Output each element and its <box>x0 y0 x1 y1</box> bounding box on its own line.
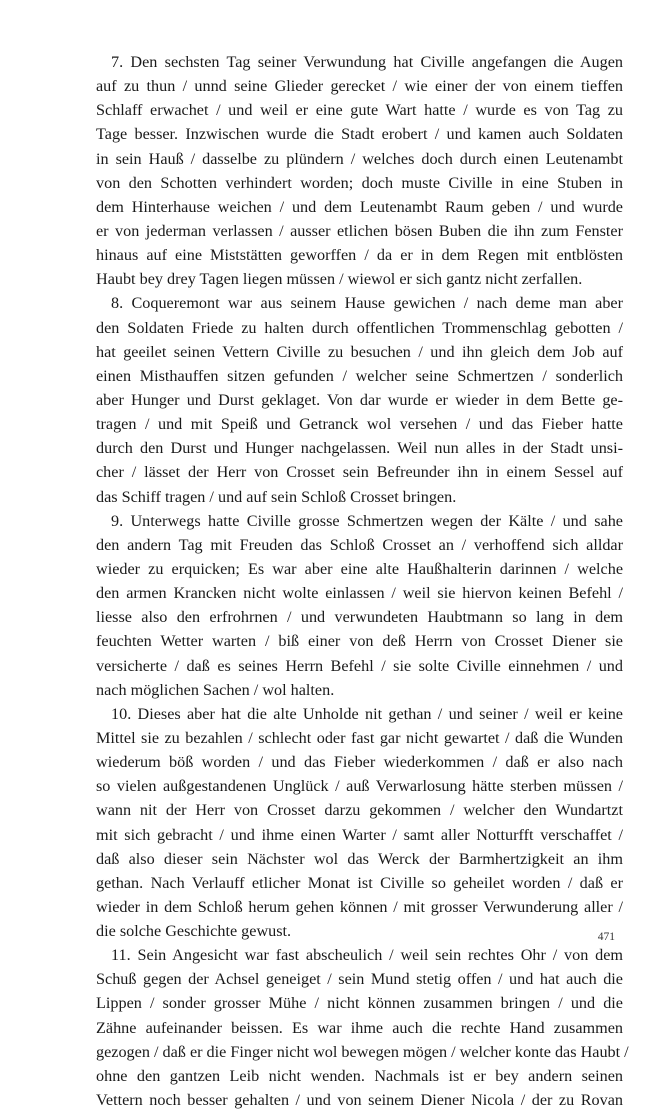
body-text <box>96 50 629 1112</box>
text-line: den Soldaten Friede zu halten durch offentlichen Trommenschlag gebotten / <box>96 318 623 337</box>
text-line: das Schiff tragen / und auf sein Schloß Crosset bringen. <box>96 487 457 506</box>
text-line: den armen Krancken nicht wolte einlassen / weil sie hiervon keinen Befehl / <box>96 584 623 603</box>
text-line: Mittel sie zu bezahlen / schlecht oder fast gar nicht gewartet / daß die Wunden <box>96 728 623 747</box>
text-line: Schlaff erwachet / und weil er eine gute Wart hatte / wurde es von Tag zu <box>96 101 623 120</box>
text-line: Haubt bey drey Tagen liegen müssen / wiewol er sich gantz nicht zerfallen. <box>96 270 583 289</box>
text-line: Vettern noch besser gehalten / und von seinem Diener Nicola / der zu Rovan <box>96 1091 623 1110</box>
text-line: daß also dieser sein Nächster wol das Werck der Barmhertzigkeit an ihm <box>96 849 623 868</box>
text-line: Schuß gegen der Achsel geneiget / sein Mund stetig offen / und hat auch die <box>96 970 623 989</box>
text-line: auf zu thun / unnd seine Glieder gerecket / wie einer der von einem tieffen <box>96 77 623 96</box>
text-line: mit sich gebracht / und ihme einen Warter / samt aller Notturfft verschaffet / <box>96 825 623 844</box>
paragraph <box>96 702 623 943</box>
text-line: 8. Coqueremont war aus seinem Hause gewichen / nach deme man aber <box>111 294 623 313</box>
text-line: nach möglichen Sachen / wol halten. <box>96 680 335 699</box>
text-line: Tage besser. Inzwischen wurde die Stadt erobert / und kamen auch Soldaten <box>96 125 623 144</box>
page-number: 471 <box>597 931 615 943</box>
text-line: liesse also den erfrohrnen / und verwundeten Haubtmann so lang in dem <box>96 608 623 627</box>
text-line: von den Schotten verhindert worden; doch muste Civille in eine Stuben in <box>96 173 623 192</box>
text-line: versicherte / daß es seines Herrn Befehl / sie solte Civille einnehmen / und <box>96 656 623 675</box>
text-line: 11. Sein Angesicht war fast abscheulich / weil sein rechtes Ohr / von dem <box>111 946 623 965</box>
text-line: aber Hunger und Durst geklaget. Von dar wurde er wieder in dem Bette ge- <box>96 390 623 409</box>
text-line: ohne den gantzen Leib nicht wenden. Nachmals ist er bey andern seinen <box>96 1066 623 1085</box>
text-line: 7. Den sechsten Tag seiner Verwundung hat Civille angefangen die Augen <box>111 53 623 71</box>
text-line: einen Misthauffen sitzen gefunden / welcher seine Schmertzen / sonderlich <box>96 366 623 385</box>
text-line: Lippen / sonder grosser Mühe / nicht können zusammen bringen / und die <box>96 994 623 1013</box>
text-line: gethan. Nach Verlauff etlicher Monat ist Civille so geheilet worden / daß er <box>96 873 623 892</box>
text-line: feuchten Wetter warten / biß einer von deß Herrn von Crosset Diener sie <box>96 632 623 651</box>
text-line: durch den Durst und Hunger nachgelassen. Weil nun alles in der Stadt unsi- <box>96 439 623 458</box>
text-line: wieder zu erquicken; Es war aber eine alte Haußhalterin darinnen / welche <box>96 559 623 578</box>
text-line: wieder in dem Schloß herum gehen können / mit grosser Verwunderung aller / <box>96 897 623 916</box>
text-line: wiederum böß worden / und das Fieber wiederkommen / daß er also nach <box>96 753 623 772</box>
text-line: gezogen / daß er die Finger nicht wol bewegen mögen / welcher konte das Haubt / <box>96 1042 629 1061</box>
paragraph <box>96 291 623 508</box>
text-line: die solche Geschichte gewust. <box>96 922 292 941</box>
text-line: hinaus auf eine Miststätten geworffen / da er in dem Regen mit entblösten <box>96 246 623 265</box>
text-line: 10. Dieses aber hat die alte Unholde nit gethan / und seiner / weil er keine <box>111 704 623 723</box>
paragraph <box>96 943 629 1112</box>
paragraph <box>96 50 623 291</box>
text-line: hat geeilet seinen Vettern Civille zu besuchen / und ihn gleich dem Job auf <box>96 342 623 361</box>
text-line: 9. Unterwegs hatte Civille grosse Schmertzen wegen der Kälte / und sahe <box>111 511 623 530</box>
text-line: in sein Hauß / dasselbe zu plündern / welches doch durch einen Leutenambt <box>96 149 623 168</box>
text-line: er von jederman verlassen / ausser etlichen bösen Buben die ihn zum Fenster <box>96 221 623 240</box>
text-line: den andern Tag mit Freuden das Schloß Crosset an / verhoffend sich alldar <box>96 535 623 554</box>
text-line: dem Hinterhause weichen / und dem Leutenambt Raum geben / und wurde <box>96 197 623 216</box>
text-line: wann nit der Herr von Crosset darzu gekommen / welcher den Wundartzt <box>96 801 623 820</box>
text-line: tragen / und mit Speiß und Getranck wol versehen / und das Fieber hatte <box>96 415 623 434</box>
text-line: cher / lässet der Herr von Crosset sein Befreunder ihn in einem Sessel auf <box>96 463 623 482</box>
text-line: Zähne aufeinander beissen. Es war ihme auch die rechte Hand zusammen <box>96 1018 623 1037</box>
text-line: so vielen außgestandenen Unglück / auß Verwarlosung hätte sterben müssen / <box>96 777 623 796</box>
paragraph <box>96 509 623 702</box>
